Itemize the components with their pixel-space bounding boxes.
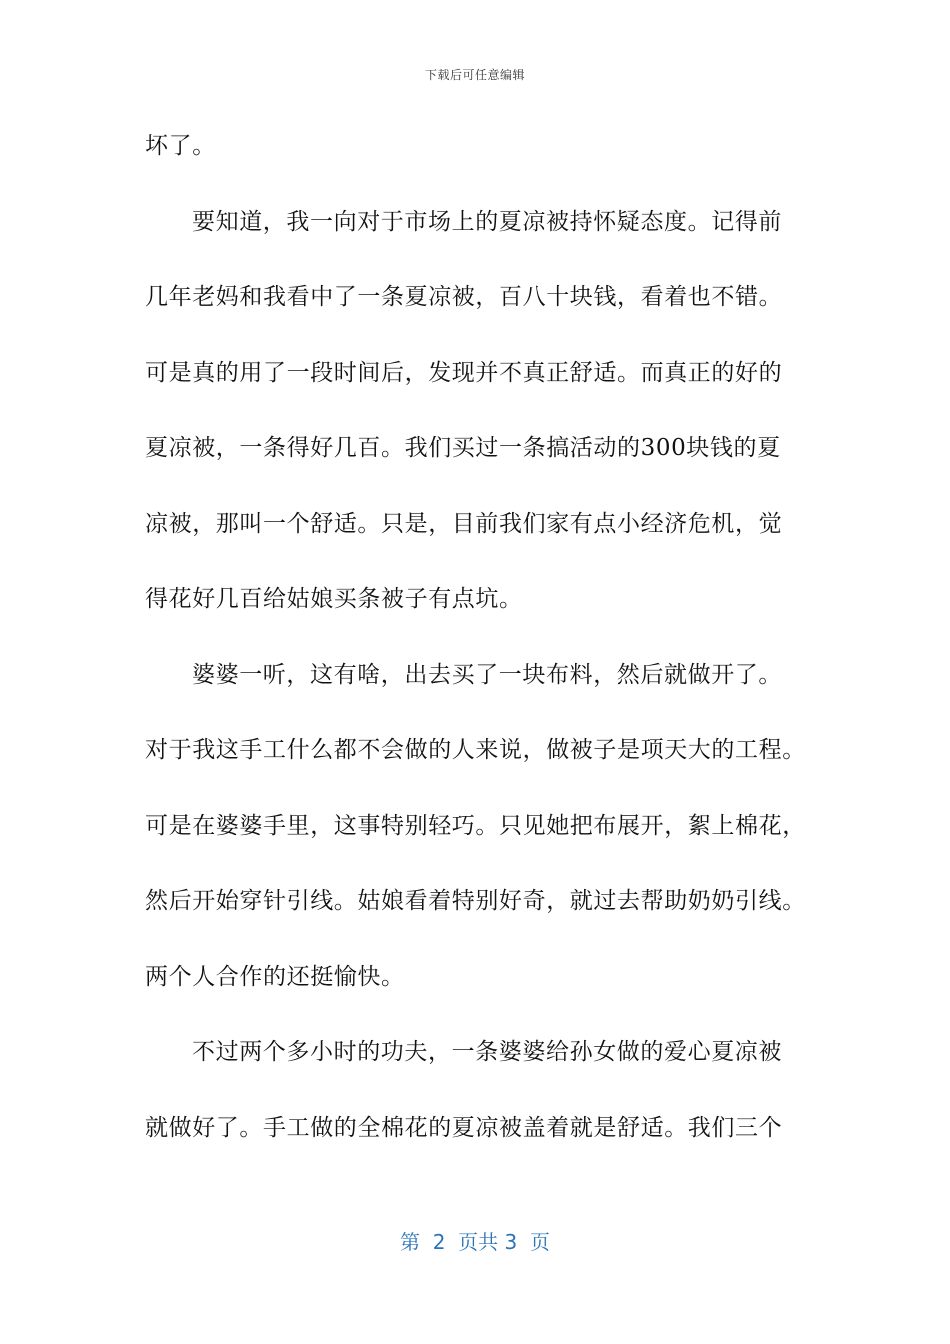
text-line: 夏凉被，一条得好几百。我们买过一条搞活动的300块钱的夏 (145, 435, 781, 461)
text-line: 就做好了。手工做的全棉花的夏凉被盖着就是舒适。我们三个 (145, 1114, 783, 1141)
text-line: 不过两个多小时的功夫，一条婆婆给孙女做的爱心夏凉被 (192, 1039, 782, 1065)
text-line: 要知道，我一向对于市场上的夏凉被持怀疑态度。记得前 (192, 208, 782, 235)
text-line: 坏了。 (145, 133, 216, 159)
page-header-note: 下载后可任意编辑 (424, 68, 525, 82)
text-line: 婆婆一听，这有啥，出去买了一块布料，然后就做开了。 (192, 661, 782, 688)
text-line: 对于我这手工什么都不会做的人来说，做被子是项天大的工程。 (145, 737, 806, 763)
text-line: 可是真的用了一段时间后，发现并不真正舒适。而真正的好的 (145, 359, 783, 386)
text-line: 可是在婆婆手里，这事特别轻巧。只见她把布展开，絮上棉花， (145, 812, 806, 839)
text-line: 两个人合作的还挺愉快。 (145, 963, 405, 990)
text-line: 然后开始穿针引线。姑娘看着特别好奇，就过去帮助奶奶引线。 (145, 888, 806, 914)
text-line: 得花好几百给姑娘买条被子有点坑。 (145, 586, 523, 612)
text-line: 凉被，那叫一个舒适。只是，目前我们家有点小经济危机，觉 (145, 510, 783, 537)
body-text (145, 124, 815, 1181)
text-line: 几年老妈和我看中了一条夏凉被，百八十块钱，看着也不错。 (145, 284, 783, 310)
page-number-footer: 第 2 页共 3 页 (400, 1230, 550, 1254)
